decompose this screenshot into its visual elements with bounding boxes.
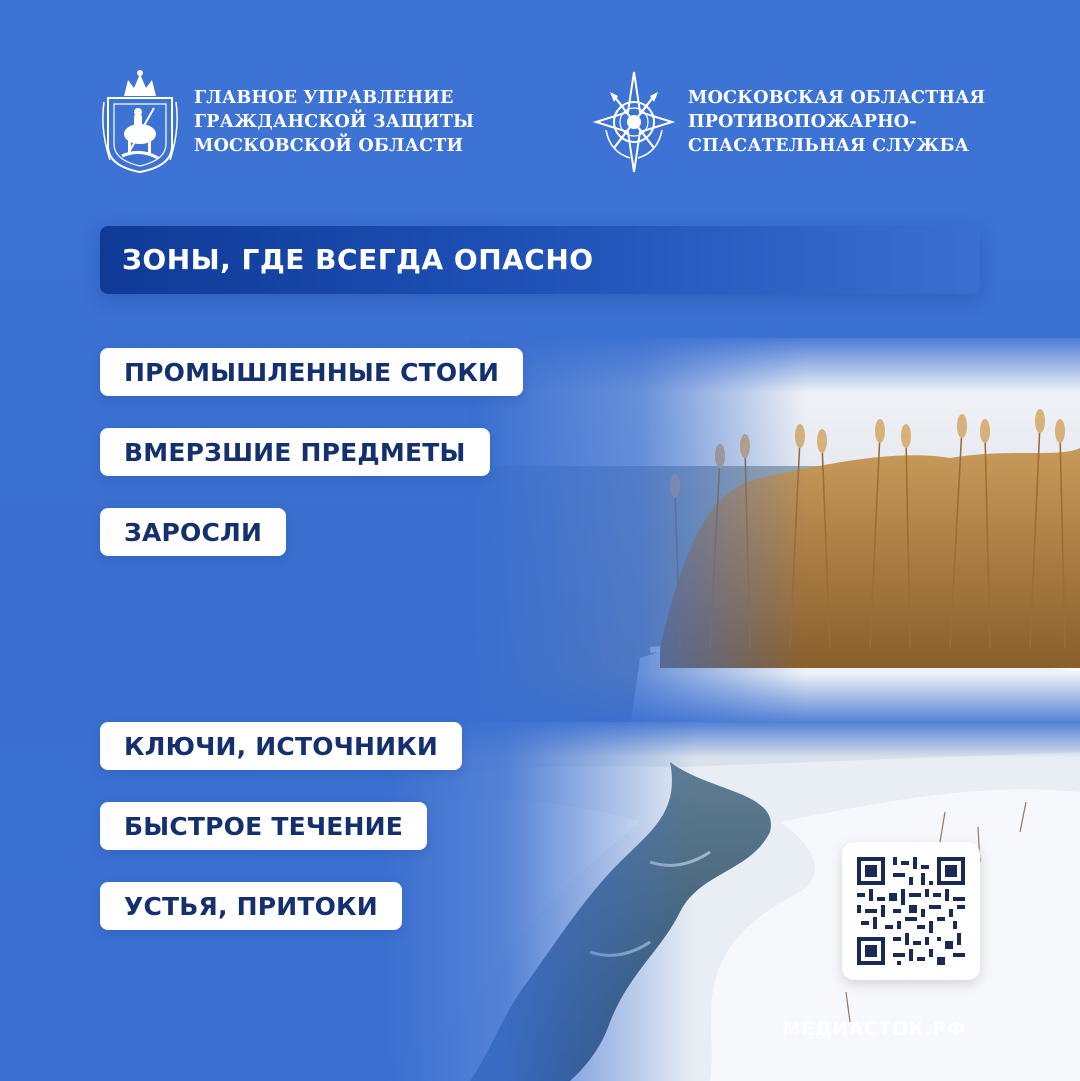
zone-label: ВМЕРЗШИЕ ПРЕДМЕТЫ: [124, 437, 466, 467]
zone-industrial-discharge: [100, 348, 523, 396]
org-name-line: МОСКОВСКОЙ ОБЛАСТИ: [194, 136, 464, 156]
org-name-line: МОСКОВСКАЯ ОБЛАСТНАЯ: [688, 88, 986, 108]
moscow-region-coat-of-arms-icon: [98, 68, 182, 176]
zone-river-mouths: [100, 882, 402, 930]
zone-label: УСТЬЯ, ПРИТОКИ: [124, 891, 378, 921]
org-fire-rescue: [592, 68, 985, 176]
zone-thickets: [100, 508, 286, 556]
zone-fast-current: [100, 802, 427, 850]
org-name-line: СПАСАТЕЛЬНАЯ СЛУЖБА: [688, 136, 970, 156]
title-bar: [100, 226, 980, 294]
footer-site: МЕДИАСТОК.РФ: [782, 1018, 966, 1040]
zone-frozen-objects: [100, 428, 490, 476]
org-civil-defense-name: [194, 86, 474, 158]
zone-label: КЛЮЧИ, ИСТОЧНИКИ: [124, 731, 439, 761]
zone-springs: [100, 722, 462, 770]
org-name-line: ГЛАВНОЕ УПРАВЛЕНИЕ: [194, 88, 454, 108]
qr-code-icon: [857, 857, 965, 965]
frozen-lake-reeds-photo: [470, 338, 1080, 728]
page-title: ЗОНЫ, ГДЕ ВСЕГДА ОПАСНО: [122, 243, 594, 276]
fire-rescue-service-emblem-icon: [592, 68, 676, 176]
qr-code[interactable]: [842, 842, 980, 980]
org-name-line: ГРАЖДАНСКОЙ ЗАЩИТЫ: [194, 112, 475, 132]
org-fire-rescue-name: [688, 86, 985, 158]
org-name-line: ПРОТИВОПОЖАРНО-: [688, 112, 917, 132]
zone-label: ЗАРОСЛИ: [124, 517, 263, 547]
zone-label: ПРОМЫШЛЕННЫЕ СТОКИ: [124, 357, 500, 387]
zone-label: БЫСТРОЕ ТЕЧЕНИЕ: [124, 811, 404, 841]
org-civil-defense: [98, 68, 474, 176]
